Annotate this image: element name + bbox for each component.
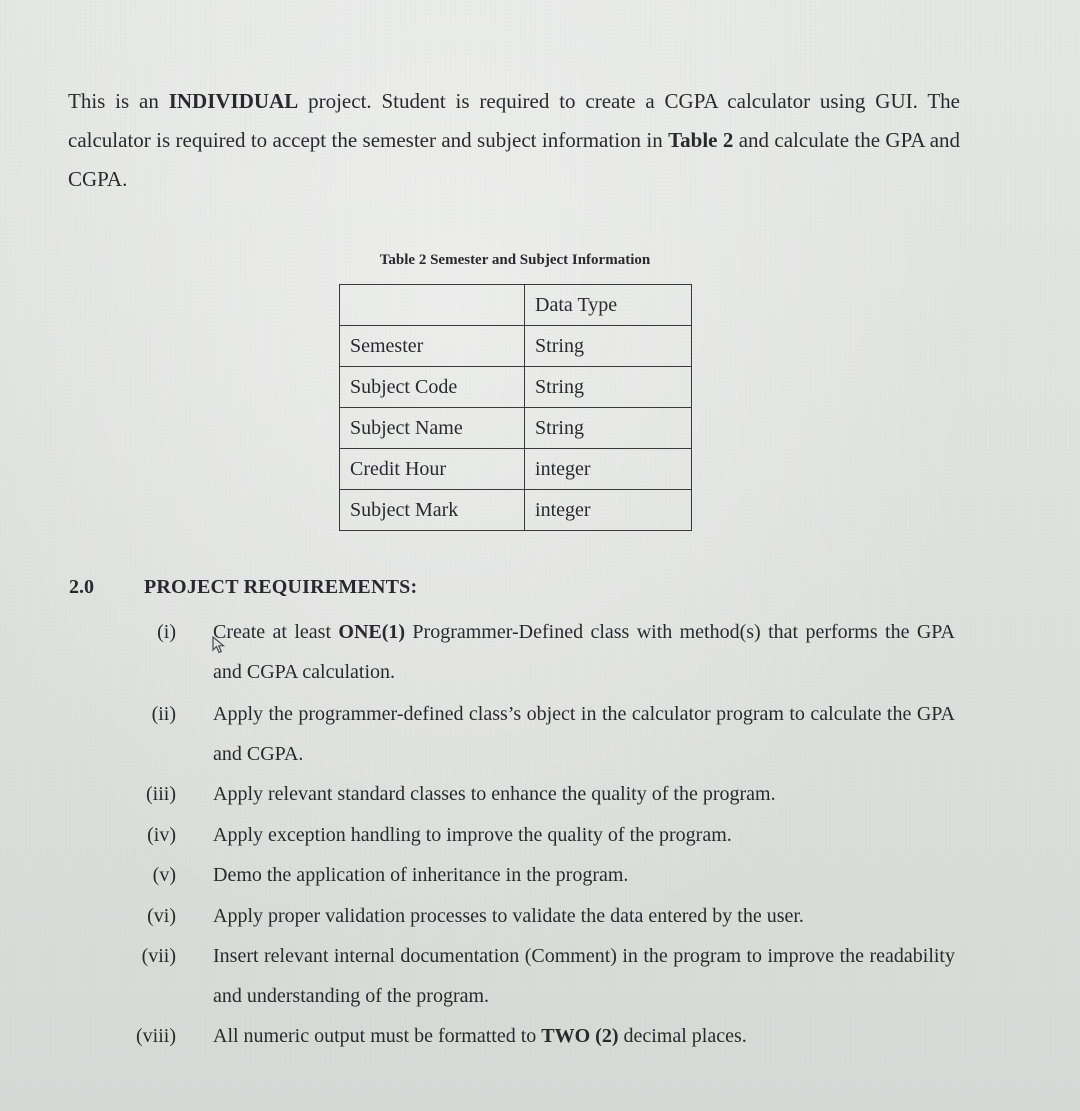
table-row (340, 326, 692, 367)
table-row (340, 367, 692, 408)
req-text-post: decimal places. (618, 1025, 747, 1047)
req-text-pre: Create at least (213, 621, 339, 643)
table-cell-type: String (525, 326, 692, 367)
intro-individual-bold: INDIVIDUAL (168, 89, 299, 113)
intro-paragraph (68, 82, 960, 199)
list-numeral: (v) (152, 864, 176, 886)
list-item-text: Demo the application of inheritance in the program. (213, 864, 629, 886)
table-row (340, 490, 692, 531)
intro-text-3: and calculate the GPA and CGPA. (68, 128, 961, 191)
table-cell-type: integer (525, 490, 692, 531)
table-header-row (340, 285, 692, 326)
table-cell-type: String (525, 367, 692, 408)
req-text-pre: All numeric output must be formatted to (213, 1025, 542, 1047)
list-numeral: (iv) (147, 824, 176, 846)
list-numeral: (vii) (141, 945, 176, 967)
mouse-pointer-icon (212, 636, 226, 654)
table-header-cell (340, 285, 525, 326)
intro-text-1: This is an (68, 89, 169, 113)
table-cell-type: integer (525, 449, 692, 490)
list-numeral: (viii) (136, 1025, 176, 1047)
req-text-bold: ONE(1) (338, 621, 406, 643)
table-cell-field: Subject Name (340, 408, 525, 449)
table-cell-field: Credit Hour (340, 449, 525, 490)
table-cell-type: String (525, 408, 692, 449)
list-item-text (213, 612, 955, 692)
req-text-bold: TWO (2) (541, 1025, 619, 1047)
list-numeral: (ii) (151, 703, 176, 725)
list-item-text: Apply exception handling to improve the quality of the program. (213, 824, 732, 846)
list-item-text: Apply proper validation processes to validate the data entered by the user. (213, 905, 804, 927)
semester-subject-table (339, 284, 692, 531)
list-numeral: (i) (157, 621, 176, 643)
table-caption: Table 2 Semester and Subject Information (379, 252, 651, 268)
table-row (340, 449, 692, 490)
table-header-cell: Data Type (525, 285, 692, 326)
intro-text-2: project. Student is required to create a CGPA calculator using GUI. The calculator is required to accept the semester and subject information in (68, 89, 960, 152)
table-cell-field: Subject Mark (340, 490, 525, 531)
intro-table-ref: Table 2 (668, 128, 734, 152)
table-cell-field: Semester (340, 326, 525, 367)
list-numeral: (iii) (146, 783, 176, 805)
list-item-text: Apply the programmer-defined class’s object in the calculator program to calculate the GPA and CGPA. (213, 703, 955, 765)
list-numeral: (vi) (147, 905, 176, 927)
section-title: PROJECT REQUIREMENTS: (144, 576, 418, 598)
list-item-text: Apply relevant standard classes to enhance the quality of the program. (213, 783, 776, 805)
table-row (340, 408, 692, 449)
list-item-text (213, 1016, 955, 1056)
list-item-text: Insert relevant internal documentation (Comment) in the program to improve the readability and understanding of the program. (213, 945, 955, 1007)
req-text-post: Programmer-Defined class with method(s) that performs the GPA and CGPA calculation. (213, 621, 955, 683)
table-cell-field: Subject Code (340, 367, 525, 408)
section-number: 2.0 (69, 576, 94, 598)
